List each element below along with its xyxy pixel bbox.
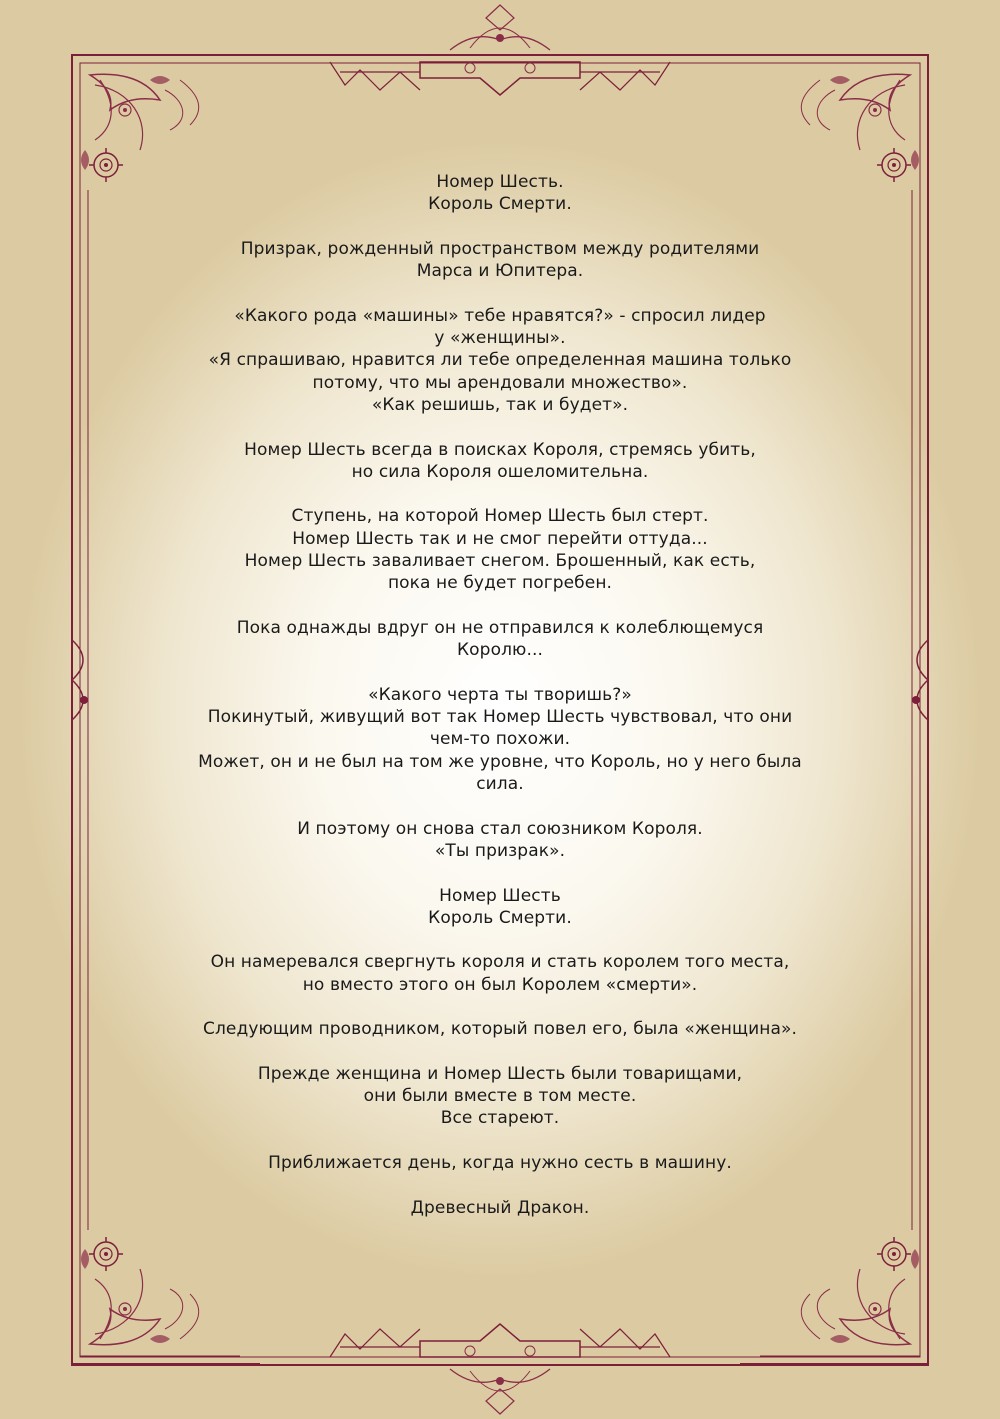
text-line: Прежде женщина и Номер Шесть были товарищами, <box>257 1063 743 1084</box>
text-line: пока не будет погребен. <box>387 573 613 594</box>
text-line: «Как решишь, так и будет». <box>371 394 629 415</box>
text-line: И поэтому он снова стал союзником Короля. <box>297 818 703 839</box>
text-line: Номер Шесть всегда в поисках Короля, стремясь убить, <box>244 439 756 460</box>
text-line: «Какого черта ты творишь?» <box>368 684 632 705</box>
text-line: Номер Шесть так и не смог перейти оттуда... <box>292 528 708 549</box>
text-line: Король Смерти. <box>428 194 572 215</box>
text-line: Следующим проводником, который повел его, была «женщина». <box>202 1019 798 1040</box>
text-line: потому, что мы арендовали множество». <box>312 372 688 393</box>
paragraph <box>150 1018 850 1040</box>
text-line: Он намеревался свергнуть короля и стать королем того места, <box>210 952 790 973</box>
text-line: Покинутый, живущий вот так Номер Шесть чувствовал, что они <box>207 707 793 728</box>
text-line: Номер Шесть заваливает снегом. Брошенный, как есть, <box>244 551 756 572</box>
text-line: Номер Шесть. <box>436 172 564 192</box>
paragraph <box>150 617 850 662</box>
text-line: Ступень, на которой Номер Шесть был стерт. <box>291 506 709 527</box>
text-line: Древесный Дракон. <box>410 1197 590 1218</box>
text-line: чем-то похожи. <box>429 729 571 750</box>
text-line: Номер Шесть <box>439 885 561 906</box>
text-line: Все стареют. <box>440 1108 560 1129</box>
paragraph <box>150 439 850 484</box>
paragraph <box>150 885 850 930</box>
text-line: Король Смерти. <box>428 907 572 928</box>
paragraph <box>150 1152 850 1174</box>
text-line: Приближается день, когда нужно сесть в машину. <box>268 1153 732 1174</box>
scroll-ornament-icon <box>330 5 670 95</box>
text-line: «Какого рода «машины» тебе нравятся?» - спросил лидер <box>234 305 766 326</box>
text-line: «Ты призрак». <box>434 840 566 861</box>
text-line: Королю... <box>457 640 543 661</box>
paragraph <box>150 951 850 996</box>
text-line: сила. <box>476 774 524 795</box>
paragraph <box>150 238 850 283</box>
scroll-ornament-icon <box>330 1324 670 1414</box>
paragraph <box>150 305 850 416</box>
text-line: «Я спрашиваю, нравится ли тебе определенная машина только <box>208 350 792 371</box>
text-line: у «женщины». <box>434 328 566 349</box>
paragraph <box>150 505 850 594</box>
poem-text <box>150 171 850 1219</box>
text-line: они были вместе в том месте. <box>363 1086 637 1107</box>
text-line: Может, он и не был на том же уровне, что Король, но у него была <box>198 751 802 772</box>
text-line: Пока однажды вдруг он не отправился к колеблющемуся <box>236 617 764 638</box>
paragraph <box>150 1063 850 1130</box>
text-line: но вместо этого он был Королем «смерти». <box>302 974 698 995</box>
text-line: Призрак, рожденный пространством между родителями <box>240 238 760 259</box>
text-line: Марса и Юпитера. <box>416 261 584 282</box>
paragraph <box>150 1197 850 1219</box>
paragraph <box>150 171 850 216</box>
text-line: но сила Короля ошеломительна. <box>351 461 649 482</box>
paragraph <box>150 818 850 863</box>
paragraph <box>150 684 850 795</box>
